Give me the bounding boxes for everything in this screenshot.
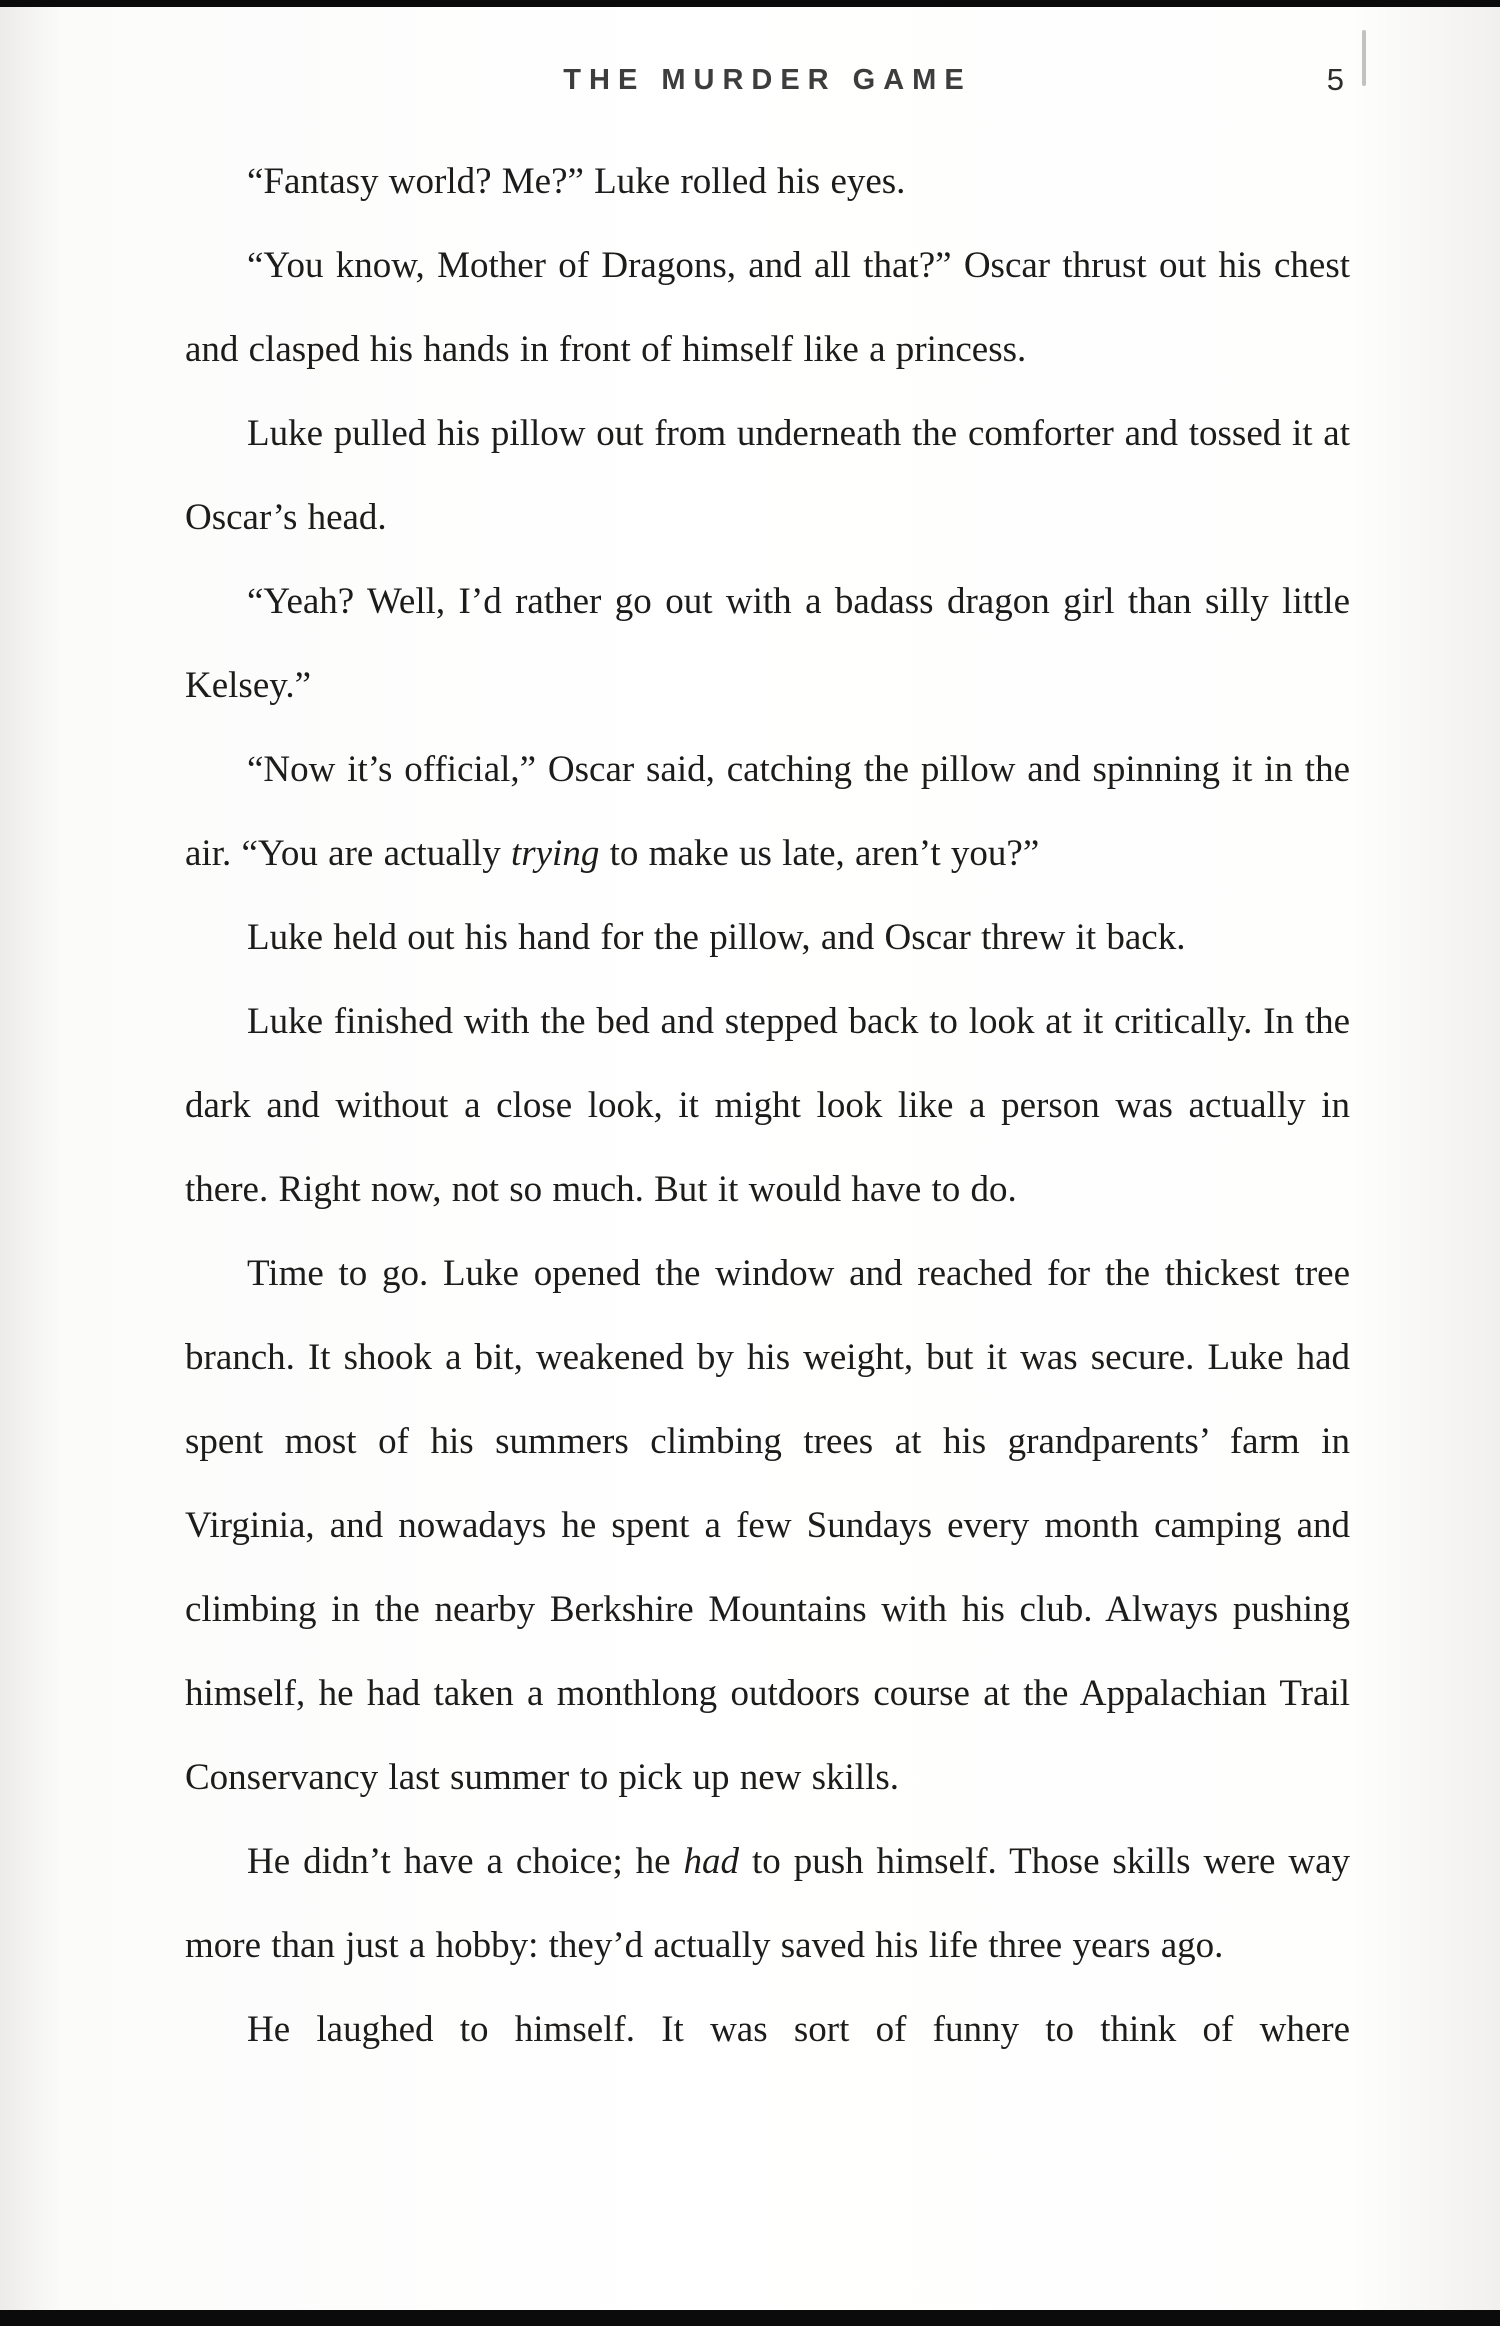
paragraph [185, 560, 1350, 728]
running-head-title: THE MURDER GAME [563, 64, 972, 96]
paragraph [185, 140, 1350, 224]
paragraph [185, 1232, 1350, 1820]
text-run: Luke finished with the bed and stepped back to look at it critically. In the dark and without a close look, it might look like a person was actually in there. Right now, not so much. But it would have to do. [185, 1001, 1350, 1210]
italic-text-run: trying [510, 833, 600, 874]
text-run: to make us late, aren’t you?” [599, 833, 1040, 874]
page-number: 5 [1326, 62, 1344, 97]
text-run: “Fantasy world? Me?” Luke rolled his eyes. [247, 161, 906, 202]
paragraph [185, 980, 1350, 1232]
text-run: “Yeah? Well, I’d rather go out with a badass dragon girl than silly little Kelsey.” [185, 581, 1350, 706]
paragraph [185, 1820, 1350, 1988]
text-run: to push himself. Those skills were way more than just a hobby: they’d actually saved his life three years ago. [185, 1841, 1350, 1966]
text-run: Luke held out his hand for the pillow, and Oscar threw it back. [247, 917, 1186, 958]
text-run: Time to go. Luke opened the window and reached for the thickest tree branch. It shook a bit, weakened by his weight, but it was secure. Luke had spent most of his summers climbing trees at his grandparents’ farm in Virginia, and nowadays he spent a few Sundays every month camping and climbing in the nearby Berkshire Mountains with his club. Always pushing himself, he had taken a monthlong outdoors course at the Appalachian Trail Conservancy last summer to pick up new skills. [185, 1253, 1350, 1798]
text-run: He didn’t have a choice; he [247, 1841, 684, 1882]
paragraph [185, 728, 1350, 896]
italic-text-run: had [683, 1841, 740, 1882]
scan-edge-bottom [0, 2310, 1500, 2326]
scan-artifact-mark [1362, 30, 1366, 86]
paragraph [185, 896, 1350, 980]
paragraph [185, 392, 1350, 560]
text-run: “Now it’s official,” Oscar said, catching the pillow and spinning it in the air. “You are actually [185, 749, 1350, 874]
text-run: “You know, Mother of Dragons, and all that?” Oscar thrust out his chest and clasped his hands in front of himself like a princess. [185, 245, 1350, 370]
paragraph [185, 1988, 1350, 2072]
paragraph [185, 224, 1350, 392]
scan-edge-top [0, 0, 1500, 7]
text-run: Luke pulled his pillow out from underneath the comforter and tossed it at Oscar’s head. [185, 413, 1350, 538]
page-header [185, 62, 1350, 104]
body-text [185, 140, 1350, 2072]
text-run: He laughed to himself. It was sort of funny to think of where [247, 2009, 1350, 2050]
